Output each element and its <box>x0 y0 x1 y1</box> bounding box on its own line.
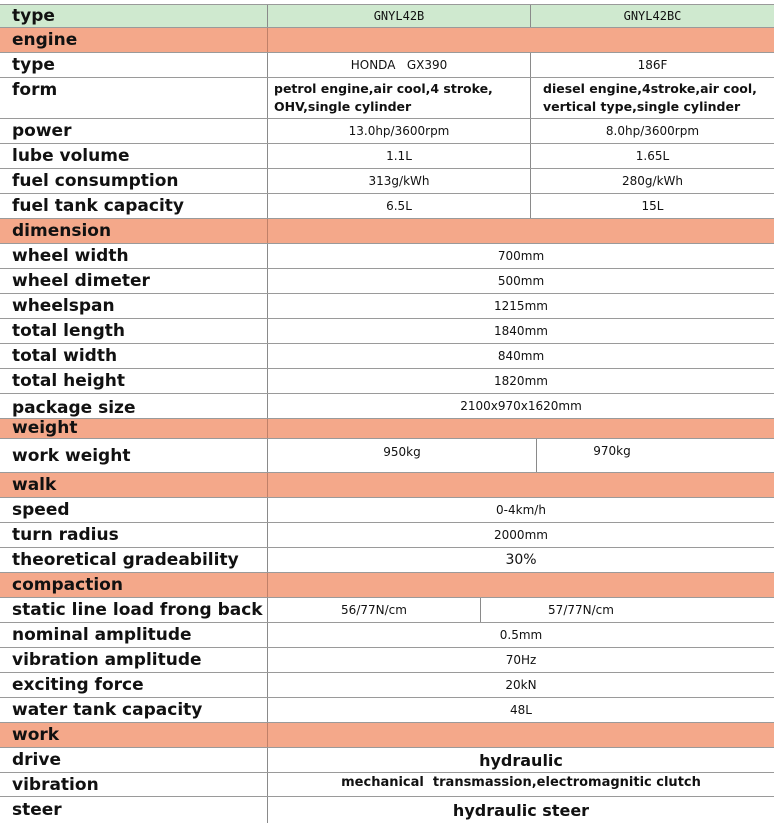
total-width-row <box>0 344 774 369</box>
vibration-amplitude-value: 70Hz <box>505 653 537 667</box>
vibration-label: vibration <box>0 773 268 796</box>
section-walk <box>0 473 774 498</box>
section-work-label: work <box>0 723 268 747</box>
wheelspan-row <box>0 294 774 319</box>
engine-power-label: power <box>0 119 268 143</box>
work-weight-bc: 970kg <box>593 444 631 458</box>
engine-type-bc: 186F <box>637 58 668 72</box>
total-height-row <box>0 369 774 394</box>
speed-row <box>0 498 774 523</box>
exciting-force-value: 20kN <box>505 678 537 692</box>
water-tank-row <box>0 698 774 723</box>
engine-type-label: type <box>0 53 268 77</box>
engine-tank-label: fuel tank capacity <box>0 194 268 218</box>
wheel-diameter-label: wheel dimeter <box>0 269 268 293</box>
drive-value: hydraulic <box>479 750 563 770</box>
wheelspan-label: wheelspan <box>0 294 268 318</box>
turn-radius-label: turn radius <box>0 523 268 547</box>
exciting-force-label: exciting force <box>0 673 268 697</box>
header-model-b: GNYL42B <box>373 9 425 23</box>
section-walk-label: walk <box>0 473 268 497</box>
engine-power-row <box>0 119 774 144</box>
total-height-value: 1820mm <box>494 374 548 388</box>
line-load-b: 56/77N/cm <box>341 603 407 617</box>
total-length-value: 1840mm <box>494 324 548 338</box>
line-load-row <box>0 598 774 623</box>
steer-row <box>0 797 774 823</box>
engine-tank-row <box>0 194 774 219</box>
gradeability-label: theoretical gradeability <box>0 548 268 572</box>
engine-type-row <box>0 53 774 78</box>
nominal-amplitude-value: 0.5mm <box>499 628 543 642</box>
gradeability-row <box>0 548 774 573</box>
section-weight <box>0 419 774 439</box>
engine-form-b-line1: petrol engine,air cool,4 stroke, <box>274 81 493 96</box>
engine-lube-bc: 1.65L <box>635 149 670 163</box>
engine-tank-b: 6.5L <box>386 199 412 213</box>
package-size-row <box>0 394 774 419</box>
vibration-row <box>0 773 774 797</box>
header-label: type <box>0 5 268 27</box>
engine-form-bc-line1: diesel engine,4stroke,air cool, <box>543 81 757 96</box>
total-length-label: total length <box>0 319 268 343</box>
wheel-width-value: 700mm <box>497 249 545 263</box>
engine-fuel-row <box>0 169 774 194</box>
wheel-width-label: wheel width <box>0 244 268 268</box>
section-compaction-label: compaction <box>0 573 268 597</box>
vibration-amplitude-label: vibration amplitude <box>0 648 268 672</box>
water-tank-value: 48L <box>510 703 532 717</box>
steer-value: hydraulic steer <box>452 800 590 820</box>
engine-power-b: 13.0hp/3600rpm <box>348 124 450 138</box>
steer-label: steer <box>0 797 268 823</box>
water-tank-label: water tank capacity <box>0 698 268 722</box>
engine-lube-label: lube volume <box>0 144 268 168</box>
total-width-label: total width <box>0 344 268 368</box>
turn-radius-value: 2000mm <box>494 528 548 542</box>
work-weight-label: work weight <box>0 439 268 472</box>
engine-power-bc: 8.0hp/3600rpm <box>605 124 700 138</box>
wheelspan-value: 1215mm <box>494 299 548 313</box>
wheel-diameter-row <box>0 269 774 294</box>
engine-lube-b: 1.1L <box>386 149 412 163</box>
work-weight-b: 950kg <box>383 445 421 459</box>
section-work <box>0 723 774 748</box>
drive-row <box>0 748 774 773</box>
speed-value: 0-4km/h <box>496 503 546 517</box>
engine-form-label: form <box>0 78 268 118</box>
line-load-label: static line load frong back <box>0 598 268 622</box>
package-size-label: package size <box>0 394 268 418</box>
header-model-bc: GNYL42BC <box>623 9 682 23</box>
section-weight-label: weight <box>0 419 268 438</box>
engine-tank-bc: 15L <box>641 199 664 213</box>
engine-form-b-line2: OHV,single cylinder <box>274 99 412 114</box>
vibration-value: mechanical transmassion,electromagnitic clutch <box>341 775 701 790</box>
exciting-force-row <box>0 673 774 698</box>
total-height-label: total height <box>0 369 268 393</box>
engine-form-bc-line2: vertical type,single cylinder <box>543 99 741 114</box>
engine-fuel-b: 313g/kWh <box>368 174 430 188</box>
section-engine-label: engine <box>0 28 268 52</box>
drive-label: drive <box>0 748 268 772</box>
section-dimension <box>0 219 774 244</box>
engine-form-b <box>268 78 530 118</box>
section-compaction <box>0 573 774 598</box>
engine-fuel-label: fuel consumption <box>0 169 268 193</box>
nominal-amplitude-label: nominal amplitude <box>0 623 268 647</box>
engine-form-row <box>0 78 774 119</box>
engine-form-bc <box>531 78 774 118</box>
wheel-width-row <box>0 244 774 269</box>
work-weight-row <box>0 439 774 473</box>
turn-radius-row <box>0 523 774 548</box>
header-row <box>0 4 774 28</box>
speed-label: speed <box>0 498 268 522</box>
section-engine <box>0 28 774 53</box>
total-length-row <box>0 319 774 344</box>
wheel-diameter-value: 500mm <box>497 274 545 288</box>
engine-type-b: HONDA GX390 <box>350 58 448 72</box>
line-load-bc: 57/77N/cm <box>548 603 614 617</box>
engine-lube-row <box>0 144 774 169</box>
section-dimension-label: dimension <box>0 219 268 243</box>
engine-fuel-bc: 280g/kWh <box>622 174 683 188</box>
package-size-value: 2100x970x1620mm <box>460 399 582 413</box>
nominal-amplitude-row <box>0 623 774 648</box>
vibration-amplitude-row <box>0 648 774 673</box>
gradeability-value: 30% <box>505 552 537 568</box>
total-width-value: 840mm <box>497 349 545 363</box>
